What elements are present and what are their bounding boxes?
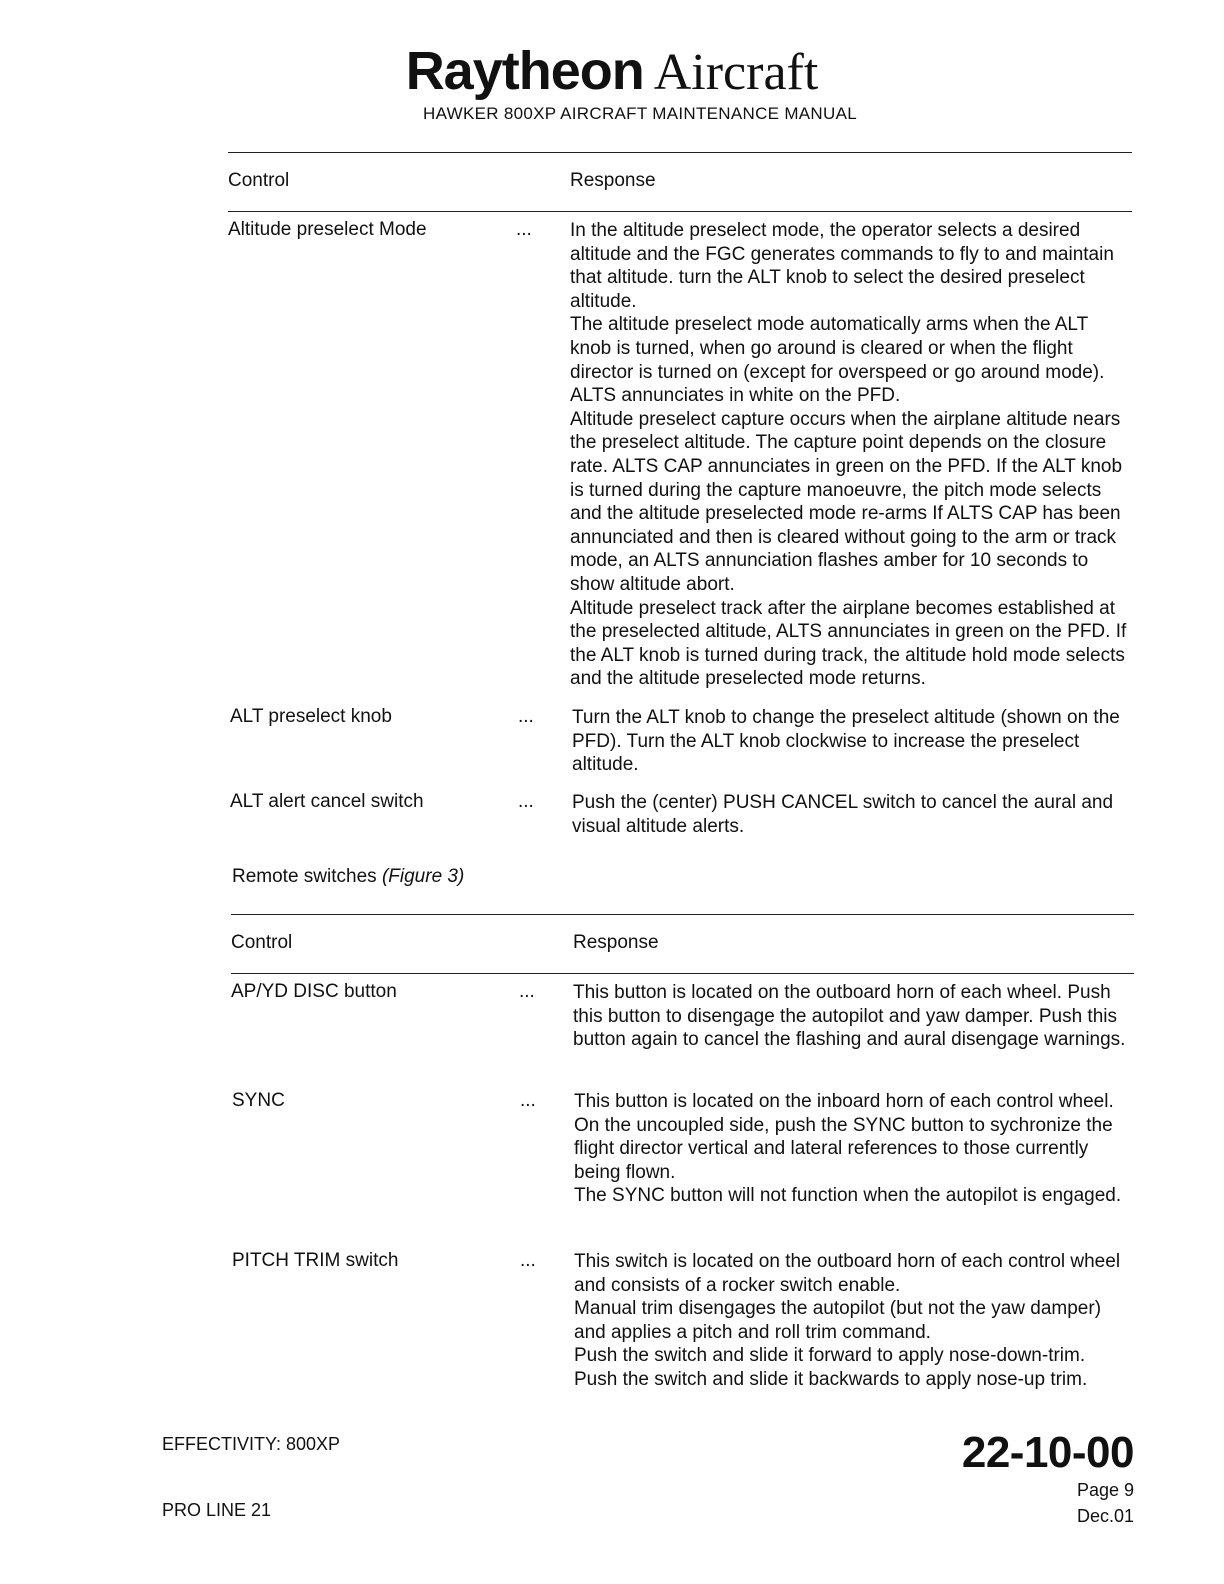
table1-top-rule [228, 152, 1132, 153]
product-line: PRO LINE 21 [162, 1500, 272, 1520]
response-paragraph: This switch is located on the outboard horn of each control wheel and consists of a rocker switch enable. [574, 1251, 1121, 1296]
table2-row-dots: ... [520, 1250, 536, 1271]
response-paragraph: The SYNC button will not function when the autopilot is engaged. [574, 1185, 1122, 1207]
response-paragraph: Turn the ALT knob to change the preselect altitude (shown on the PFD). Turn the ALT knob clockwise to increase the preselect altitude. [572, 707, 1120, 776]
figure-reference: (Figure 3) [381, 866, 465, 887]
response-paragraph: Push the switch and slide it forward to apply nose-down-trim. [574, 1345, 1086, 1367]
document-number: 22-10-00 [961, 1428, 1134, 1477]
table2-row-control: SYNC [232, 1090, 285, 1111]
response-paragraph: Altitude preselect track after the airplane becomes established at the preselected altitude, ALTS annunciates in green on the PFD. If the ALT knob is turned during track, the altitude hold mode selects and the altitude preselected mode returns. [570, 597, 1127, 690]
response-paragraph: In the altitude preselect mode, the operator selects a desired altitude and the FGC generates commands to fly to and maintain that altitude. turn the ALT knob to select the desired preselect altitude. [570, 220, 1114, 312]
table1-row-response [572, 706, 1132, 777]
table1-header-rule [228, 211, 1132, 212]
table2-row-response [574, 1090, 1134, 1208]
remote-switches-heading [232, 866, 464, 888]
response-paragraph: Push the (center) PUSH CANCEL switch to cancel the aural and visual altitude alerts. [572, 792, 1114, 837]
page-number: Page 9 [1076, 1480, 1134, 1500]
table1-row-dots: ... [518, 706, 534, 727]
table2-header-control: Control [231, 932, 293, 953]
brand-name-light: Aircraft [653, 44, 819, 101]
manual-title: HAWKER 800XP AIRCRAFT MAINTENANCE MANUAL [423, 104, 857, 123]
table1-header-control: Control [228, 170, 290, 191]
response-paragraph: Altitude preselect capture occurs when the airplane altitude nears the preselect altitude. The capture point depends on the closure rate. ALTS CAP annunciates in green on the PFD. If the ALT knob is turned during the capture manoeuvre, the pitch mode selects and the altitude preselected mode re-arms If ALTS CAP has been annunciated and then is cleared without going to the arm or track mode, an ALTS annunciation flashes amber for 10 seconds to show altitude abort. [570, 408, 1123, 595]
table2-header-response: Response [573, 932, 659, 953]
response-paragraph: This button is located on the outboard horn of each wheel. Push this button to disengage the autopilot and yaw damper. Push this button again to cancel the flashing and aural disengage warnings. [573, 982, 1126, 1051]
table1-row-dots: ... [516, 219, 532, 240]
response-paragraph: This button is located on the inboard horn of each control wheel. On the uncoupled side, push the SYNC button to sychronize the flight director vertical and lateral references to those currently being flown. [574, 1091, 1114, 1183]
table1-row-response [572, 791, 1132, 838]
table1-header-response: Response [570, 170, 656, 191]
table1-row-control: Altitude preselect Mode [228, 219, 427, 240]
table1-row-response [570, 219, 1130, 691]
table2-top-rule [231, 914, 1134, 915]
remote-switches-label: Remote switches [232, 866, 377, 887]
effectivity: EFFECTIVITY: 800XP [162, 1434, 341, 1454]
table2-row-dots: ... [519, 981, 535, 1002]
table2-row-response [573, 981, 1133, 1052]
table1-row-dots: ... [518, 791, 534, 812]
response-paragraph: Manual trim disengages the autopilot (but not the yaw damper) and applies a pitch and roll trim command. [574, 1298, 1102, 1343]
table2-row-dots: ... [520, 1090, 536, 1111]
brand-name-bold: Raytheon [405, 41, 644, 101]
table2-row-control: PITCH TRIM switch [232, 1250, 399, 1271]
brand-logo [0, 40, 1224, 102]
response-paragraph: The altitude preselect mode automatically arms when the ALT knob is turned, when go around is cleared or when the flight director is turned on (except for overspeed or go around mode). ALTS annunciates in white on the PFD. [570, 314, 1105, 407]
table2-row-control: AP/YD DISC button [231, 981, 397, 1002]
revision-date: Dec.01 [1076, 1506, 1134, 1526]
table2-row-response [574, 1250, 1134, 1392]
response-paragraph: Push the switch and slide it backwards to apply nose-up trim. [574, 1368, 1088, 1390]
table1-row-control: ALT preselect knob [230, 706, 392, 727]
table2-header-rule [231, 973, 1134, 974]
table1-row-control: ALT alert cancel switch [230, 791, 424, 812]
